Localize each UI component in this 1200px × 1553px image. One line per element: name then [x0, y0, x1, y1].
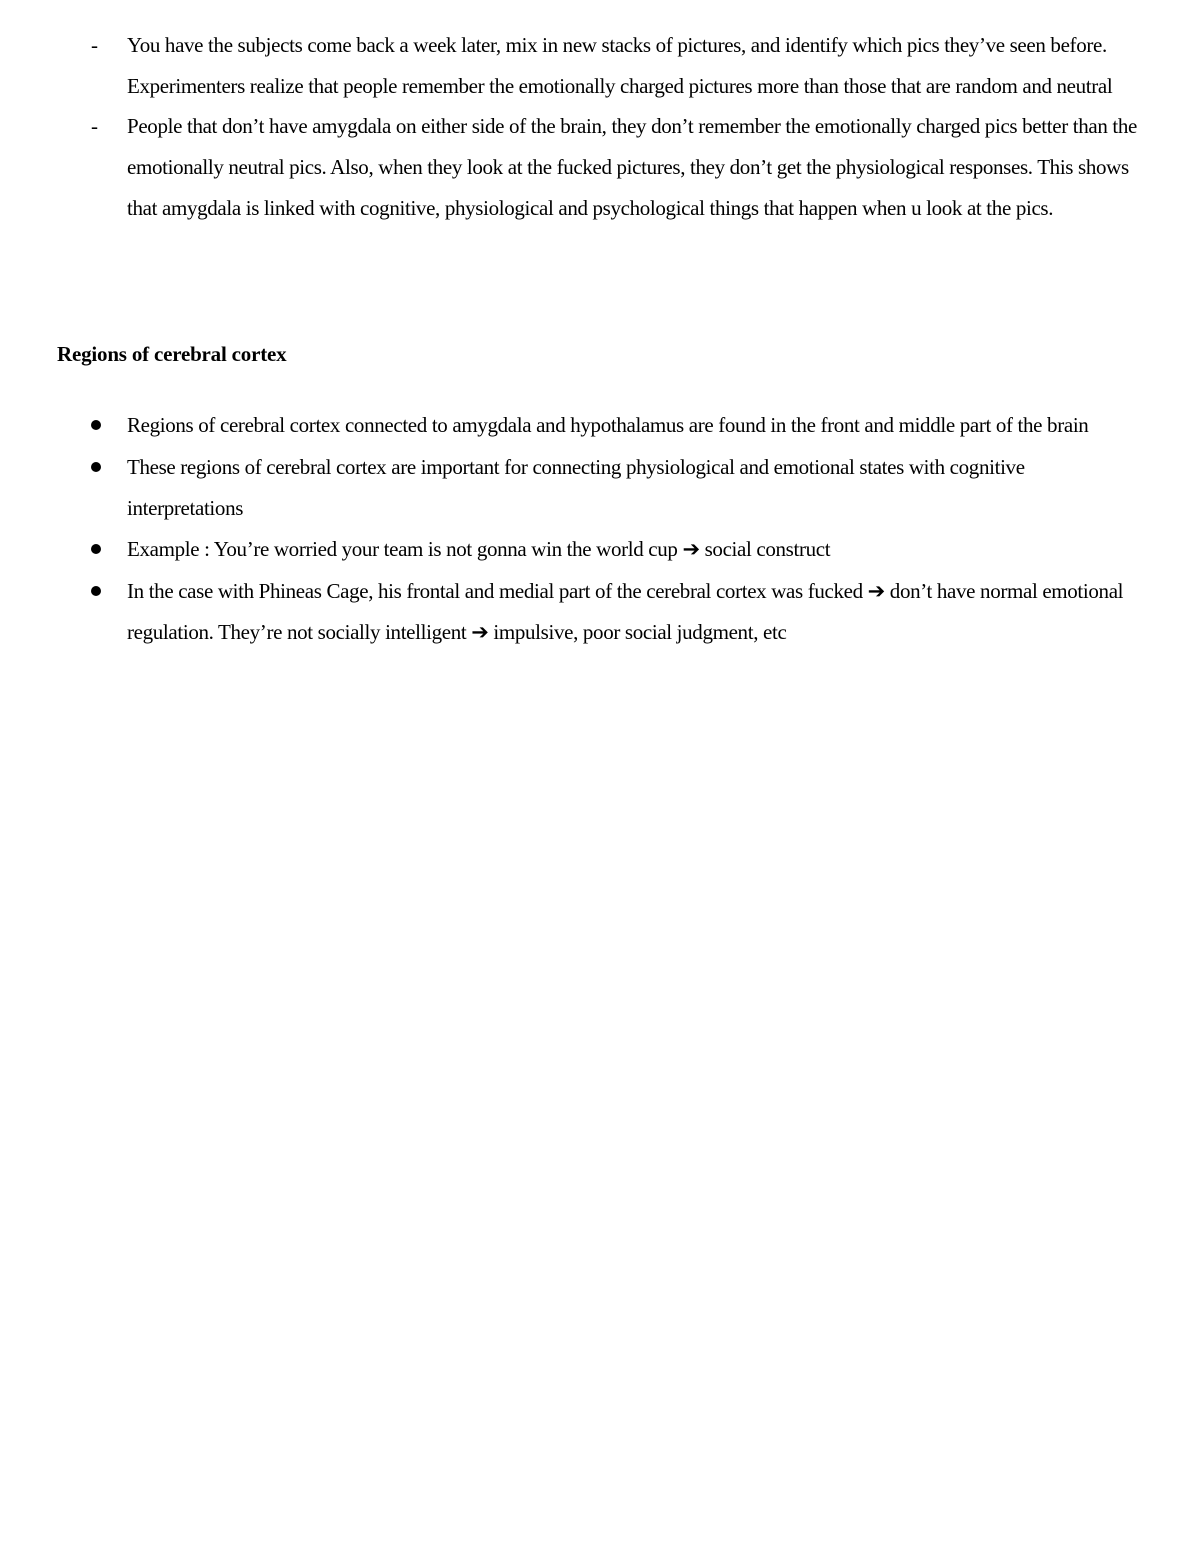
dash-marker: -	[91, 33, 98, 57]
bullet-list-item	[0, 571, 1200, 652]
bullet-dot-icon	[91, 544, 101, 554]
bullet-item-text: In the case with Phineas Cage, his frontal and medial part of the cerebral cortex was fucked ➔ don’t have normal emotional regulation. They’re not socially intelligent ➔ impulsive, poor social judgment, etc	[127, 579, 1124, 645]
dash-item-text: You have the subjects come back a week later, mix in new stacks of pictures, and identify which pics they’ve seen before. Experimenters realize that people remember the emotionally charged pictures more than those that are random and neutral	[127, 33, 1113, 98]
dash-list-item	[0, 25, 1200, 106]
bullet-dot-icon	[91, 420, 101, 430]
section-heading: Regions of cerebral cortex	[57, 342, 287, 366]
dash-list-item	[0, 106, 1200, 228]
bullet-item-text: Example : You’re worried your team is not gonna win the world cup ➔ social construct	[127, 537, 831, 562]
bullet-list-item	[0, 405, 1200, 446]
bullet-list-item	[0, 447, 1200, 528]
bullet-list	[0, 405, 1200, 654]
bullet-dot-icon	[91, 462, 101, 472]
dash-marker: -	[91, 114, 98, 139]
bullet-dot-icon	[91, 586, 101, 596]
bullet-item-text: Regions of cerebral cortex connected to amygdala and hypothalamus are found in the front and middle part of the brain	[127, 413, 1089, 437]
bullet-list-item	[0, 529, 1200, 570]
dash-list	[0, 25, 1200, 229]
dash-item-text: People that don’t have amygdala on either side of the brain, they don’t remember the emotionally charged pics better than the emotionally neutral pics. Also, when they look at the fucked pictures, they don’t get the physiological responses. This shows that amygdala is linked with cognitive, physiological and psychological things that happen when u look at the pics.	[127, 114, 1138, 220]
bullet-item-text: These regions of cerebral cortex are important for connecting physiological and emotional states with cognitive interpretations	[127, 454, 1025, 520]
